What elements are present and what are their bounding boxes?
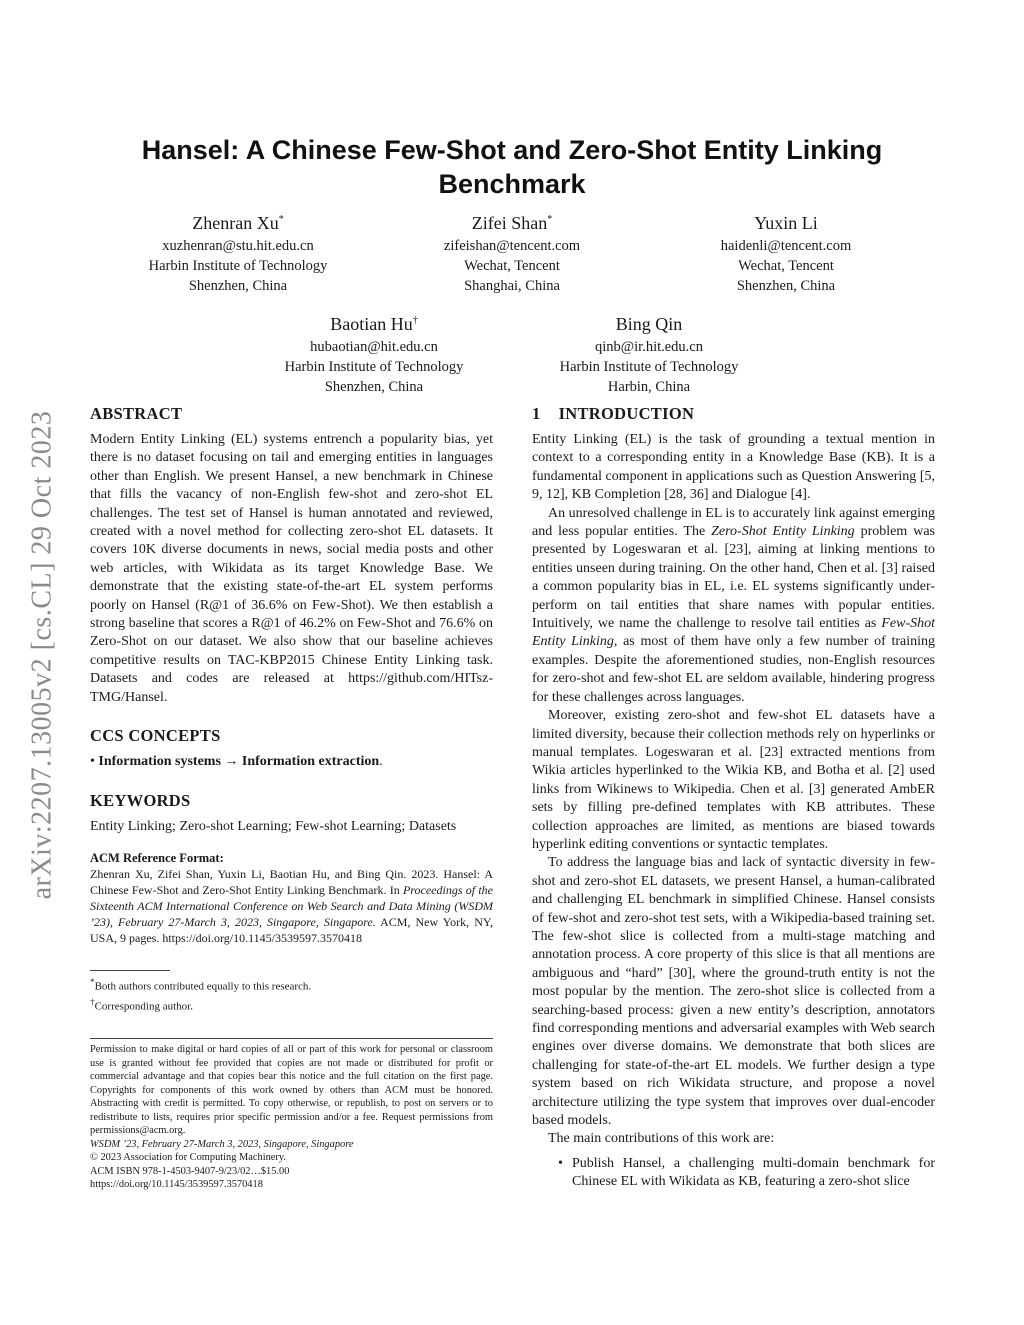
intro-p2-b: problem was presented by Logeswaran et al. [23], aiming at linking mentions to entities unseen during training. On the other hand, Chen et al. [3] raised a common popularity bias in EL, i.e. EL systems significantly under-perform on tail entities that share names with popular entities. Intuitively, we name the challenge to resolve tail entities as bbox=[532, 524, 935, 632]
author-affiliation: Wechat, Tencent bbox=[464, 258, 560, 274]
right-column bbox=[532, 403, 935, 1192]
author-name: Baotian Hu bbox=[330, 314, 413, 334]
paper-title-line-2: Benchmark bbox=[438, 169, 586, 199]
author-name: Zifei Shan bbox=[471, 213, 548, 233]
author-affiliation: Wechat, Tencent bbox=[738, 258, 834, 274]
keywords-heading: KEYWORDS bbox=[90, 790, 191, 810]
author-location: Shenzhen, China bbox=[188, 278, 288, 294]
bullet-icon: • bbox=[558, 1155, 563, 1171]
footnote-2-mark: † bbox=[90, 996, 95, 1007]
keywords-text: Entity Linking; Zero-shot Learning; Few-shot Learning; Datasets bbox=[90, 818, 457, 834]
permission-block bbox=[90, 1038, 493, 1192]
author-email: xuzhenran@stu.hit.edu.cn bbox=[162, 238, 314, 254]
intro-paragraph-5: The main contributions of this work are: bbox=[548, 1131, 775, 1147]
author-mark: * bbox=[547, 214, 553, 225]
author-block-4 bbox=[224, 309, 524, 397]
author-location: Harbin, China bbox=[607, 379, 691, 395]
permission-rule bbox=[90, 1038, 493, 1039]
intro-paragraph-1: Entity Linking (EL) is the task of grounding a textual mention in context to a corresponding entity in a Knowledge Base (KB). It is a fundamental component in applications such as Question Answering [5, 9, 12], KB Completion [28, 36] and Dialogue [4]. bbox=[532, 432, 935, 503]
list-item-text: Publish Hansel, a challenging multi-domain benchmark for Chinese EL with Wikidata as KB, featuring a zero-shot slice bbox=[572, 1155, 935, 1190]
author-name: Yuxin Li bbox=[754, 213, 818, 233]
author-email: hubaotian@hit.edu.cn bbox=[310, 339, 438, 355]
footnote-rule bbox=[90, 970, 170, 971]
intro-p2-italic-2: Few-Shot Entity Linking bbox=[532, 616, 935, 650]
author-name: Bing Qin bbox=[615, 314, 683, 334]
paper-title-line-1: Hansel: A Chinese Few-Shot and Zero-Shot Entity Linking bbox=[141, 135, 883, 165]
ccs-item-a: Information systems bbox=[98, 754, 221, 770]
footnote-1 bbox=[90, 975, 493, 995]
author-mark: * bbox=[278, 214, 284, 225]
paper-title bbox=[90, 133, 934, 201]
ccs-heading: CCS CONCEPTS bbox=[90, 726, 221, 746]
isbn-line: ACM ISBN 978-1-4503-9407-9/23/02…$15.00 bbox=[90, 1165, 290, 1177]
author-block-5 bbox=[499, 309, 799, 397]
author-mark: † bbox=[412, 315, 418, 326]
ccs-bullet: • bbox=[90, 754, 95, 770]
author-block-3 bbox=[636, 208, 936, 296]
author-block-2 bbox=[362, 208, 662, 296]
author-email: haidenli@tencent.com bbox=[720, 238, 852, 254]
footnote-1-text: Both authors contributed equally to this research. bbox=[94, 980, 312, 993]
permission-text: Permission to make digital or hard copies of all or part of this work for personal or classroom use is granted without fee provided that copies are not made or distributed for profit or commercial advantage and that copies bear this notice and the full citation on the first page. Copyrights for components of this work owned by others than ACM must be honored. Abstracting with credit is permitted. To copy otherwise, or republish, to post on servers or to redistribute to lists, requires prior specific permission and/or a fee. Request permissions from permissions@acm.org. bbox=[90, 1044, 493, 1137]
author-affiliation: Harbin Institute of Technology bbox=[559, 359, 739, 375]
footnote-2-text: Corresponding author. bbox=[94, 1000, 193, 1013]
author-location: Shanghai, China bbox=[464, 278, 560, 294]
intro-p2-c: , as most of them have only a few number of training examples. Despite the aforementioned studies, non-English resources for zero-shot and few-shot EL are seldom available, hindering progress for these challenges across languages. bbox=[532, 634, 935, 705]
intro-paragraph-4: To address the language bias and lack of syntactic diversity in few-shot and zero-shot EL datasets, we present Hansel, a human-calibrated and challenging EL benchmark in simplified Chinese. Hansel consists of few-shot and zero-shot test sets, with a Wikipedia-based training set. The few-shot slice is collected from a multi-stage matching and annotation process. A core property of this slice is that all mentions are ambiguous and “hard” [30], where the ground-truth entity is not the most popular by the mention. The zero-shot slice is collected from a searching-based process: given a new entity’s description, annotators find corresponding mentions and adversarial examples with Web search engines over diverse domains. We demonstrate that both slices are challenging for state-of-the-art EL models. We further design a type system based on rich Wikidata structure, and propose a novel architecture utilizing the type system that improves over dual-encoder based models. bbox=[532, 855, 935, 1129]
author-block-1 bbox=[88, 208, 388, 296]
author-email: qinb@ir.hit.edu.cn bbox=[595, 339, 703, 355]
section-title: INTRODUCTION bbox=[558, 404, 695, 423]
acm-reference-heading: ACM Reference Format: bbox=[90, 850, 224, 865]
intro-p2-a: An unresolved challenge in EL is to accurately link against emerging and less popular entities. The bbox=[532, 505, 935, 540]
introduction-heading bbox=[532, 403, 935, 425]
acm-reference bbox=[90, 850, 493, 946]
acm-reference-part-2: ACM, New York, NY, USA, 9 pages. https://doi.org/10.1145/3539597.3570418 bbox=[90, 914, 493, 945]
ccs-concept-item bbox=[90, 753, 493, 771]
footnotes bbox=[90, 970, 493, 1014]
acm-reference-part-1: Zhenran Xu, Zifei Shan, Yuxin Li, Baotian Hu, and Bing Qin. 2023. Hansel: A Chinese Few-Shot and Zero-Shot Entity Linking Benchmark. In bbox=[90, 866, 493, 897]
left-column bbox=[90, 403, 493, 1192]
author-name: Zhenran Xu bbox=[192, 213, 279, 233]
abstract-text: Modern Entity Linking (EL) systems entrench a popularity bias, yet there is no dataset focusing on tail and emerging entities in languages other than English. We present Hansel, a new benchmark in Chinese that fills the vacancy of non-English few-shot and zero-shot EL challenges. The test set of Hansel is human annotated and reviewed, created with a novel method for collecting zero-shot EL datasets. It covers 10K diverse documents in news, social media posts and other web articles, with Wikidata as its target Knowledge Base. We demonstrate that the existing state-of-the-art EL system performs poorly on Hansel (R@1 of 36.6% on Few-Shot). We then establish a strong baseline that scores a R@1 of 46.2% on Few-Shot and 76.6% on Zero-Shot on our dataset. We also show that our baseline achieves competitive results on TAC-KBP2015 Chinese Entity Linking task. Datasets and codes are released at https://github.com/HITsz-TMG/Hansel. bbox=[90, 432, 493, 705]
arxiv-identifier-text: arXiv:2207.13005v2 [cs.CL] 29 Oct 2023 bbox=[26, 410, 57, 900]
abstract-heading: ABSTRACT bbox=[90, 404, 183, 423]
ccs-arrow: → bbox=[224, 754, 239, 770]
author-affiliation: Harbin Institute of Technology bbox=[284, 359, 464, 375]
intro-paragraph-2 bbox=[532, 505, 935, 707]
author-affiliation: Harbin Institute of Technology bbox=[148, 258, 328, 274]
footnote-2 bbox=[90, 995, 493, 1015]
doi-line: https://doi.org/10.1145/3539597.3570418 bbox=[90, 1179, 263, 1191]
conference-line: WSDM ’23, February 27-March 3, 2023, Singapore, Singapore bbox=[90, 1138, 354, 1150]
author-location: Shenzhen, China bbox=[736, 278, 836, 294]
contributions-list bbox=[532, 1155, 935, 1192]
copyright-line: © 2023 Association for Computing Machinery. bbox=[90, 1152, 286, 1164]
footnote-1-mark: * bbox=[90, 976, 95, 987]
arxiv-identifier-stamp bbox=[22, 360, 62, 950]
ccs-item-b: Information extraction bbox=[241, 754, 380, 770]
intro-p2-italic-1: Zero-Shot Entity Linking bbox=[711, 524, 855, 540]
author-location: Shenzhen, China bbox=[324, 379, 424, 395]
ccs-end: . bbox=[379, 754, 383, 770]
intro-paragraph-3: Moreover, existing zero-shot and few-shot EL datasets have a limited diversity, because their collection methods rely on hyperlinks or manual templates. Logeswaran et al. [23] extracted mentions from Wikia articles hyperlinked to the Wikia KB, and Botha et al. [2] used links from Wikinews to Wikipedia. Chen et al. [3] generated AmbER sets by filling pre-defined templates with KB attributes. These collection approaches are limited, as mentions are biased towards hyperlink editing conventions or syntactic templates. bbox=[532, 708, 935, 852]
section-number: 1 bbox=[532, 404, 541, 423]
author-email: zifeishan@tencent.com bbox=[443, 238, 581, 254]
acm-reference-venue: Proceedings of the Sixteenth ACM International Conference on Web Search and Data Mining (WSDM ’23), February 27-March 3, 2023, Singapore, Singapore. bbox=[90, 882, 494, 929]
list-item bbox=[558, 1155, 935, 1192]
